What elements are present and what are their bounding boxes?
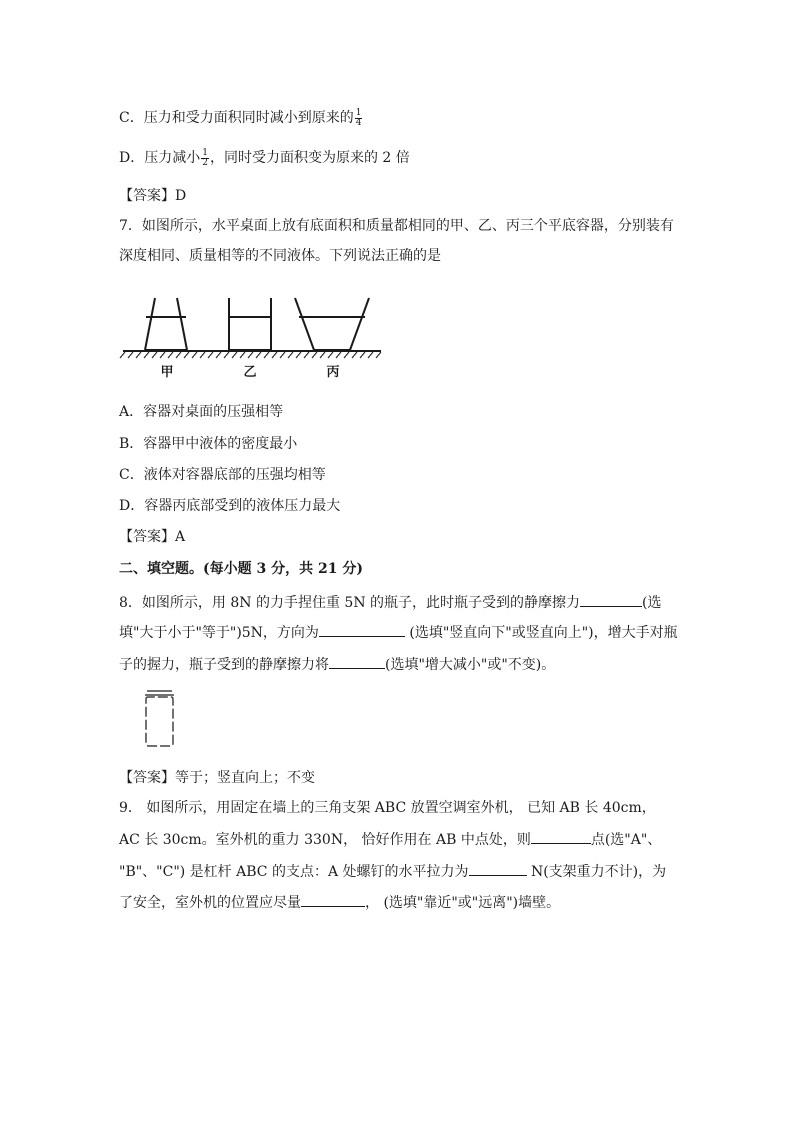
q8-line-3: 子的握力，瓶子受到的静摩擦力将 (选填"增大减小"或"不变)。 xyxy=(119,654,555,675)
q7-option-c: C．液体对容器底部的压强均相等 xyxy=(119,467,326,483)
container-yi xyxy=(229,298,271,350)
label-jia: 甲 xyxy=(160,365,174,380)
blank-2 xyxy=(319,622,405,637)
q8-answer: 【答案】等于；竖直向上；不变 xyxy=(119,770,315,786)
blank-4 xyxy=(531,829,591,844)
bottle-figure xyxy=(140,685,180,749)
q7-stem-line-2: 深度相同、质量相等的不同液体。下列说法正确的是 xyxy=(119,248,441,264)
q8-line-2: 填"大于小于"等于")5N，方向为 (选填"竖直向下"或竖直向上")，增大手对瓶 xyxy=(119,622,678,643)
q8-line-1: 8．如图所示，用 8N 的力手捏住重 5N 的瓶子，此时瓶子受到的静摩擦力 (选 xyxy=(119,592,662,613)
q9-line-2: AC 长 30cm。室外机的重力 330N， 恰好作用在 AB 中点处，则 点(选"A"、 xyxy=(119,829,661,850)
q9-line-3: "B"、"C") 是杠杆 ABC 的支点：A 处螺钉的水平拉力为 N(支架重力不计)，为 xyxy=(119,861,666,882)
q7-option-b: B．容器甲中液体的密度最小 xyxy=(119,436,298,452)
q9-line-4: 了安全，室外机的位置应尽量 ， (选填"靠近"或"远离")墙壁。 xyxy=(119,892,560,913)
blank-5 xyxy=(469,861,527,876)
q6-answer: 【答案】D xyxy=(119,188,187,204)
containers-figure xyxy=(119,290,383,380)
q7-stem-line-1: 7．如图所示，水平桌面上放有底面积和质量都相同的甲、乙、丙三个平底容器，分别装有 xyxy=(119,218,674,234)
q9-line-1: 9． 如图所示，用固定在墙上的三角支架 ABC 放置空调室外机， 已知 AB 长 40cm， xyxy=(119,800,656,816)
q7-option-d: D．容器丙底部受到的液体压力最大 xyxy=(119,498,341,514)
section-title: 二、填空题。(每小题 3 分，共 21 分) xyxy=(119,561,363,577)
label-bing: 丙 xyxy=(326,365,340,380)
label-yi: 乙 xyxy=(243,365,257,380)
blank-6 xyxy=(301,892,365,907)
container-jia xyxy=(145,298,187,350)
q6-option-d: D．压力减小 $\frac{1}{2}$ ，同时受力面积变为原来的 2 倍 xyxy=(119,147,410,168)
q6-option-c-text: C．压力和受力面积同时减小到原来的 xyxy=(119,110,354,126)
blank-3 xyxy=(329,654,385,669)
q7-answer: 【答案】A xyxy=(119,529,186,545)
fraction-one-quarter: $\frac{1}{4}$ xyxy=(355,107,362,128)
q6-option-c xyxy=(119,108,363,128)
container-bing xyxy=(295,298,369,350)
blank-1 xyxy=(580,592,642,607)
q7-option-a: A．容器对桌面的压强相等 xyxy=(119,404,284,420)
fraction-one-half: $\frac{1}{2}$ xyxy=(202,147,208,168)
